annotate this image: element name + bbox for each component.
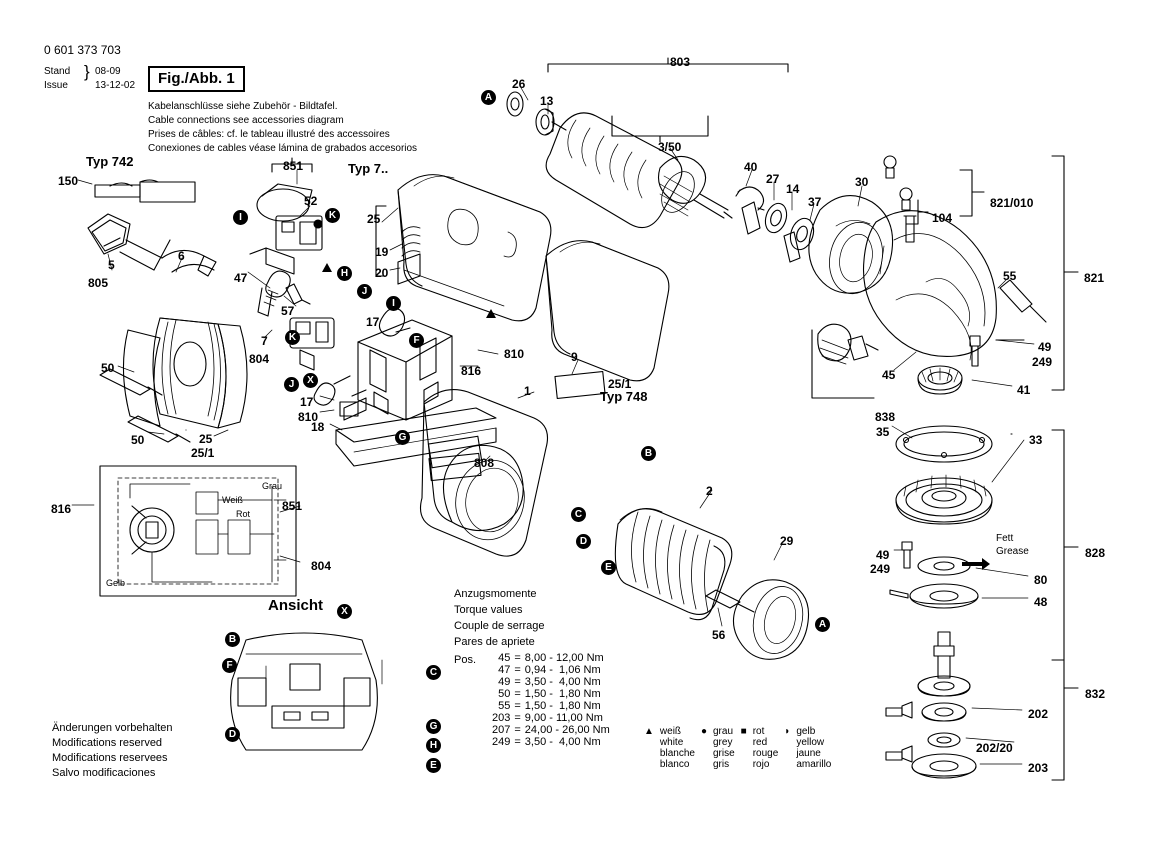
legend-de-3: gelb [796, 726, 816, 737]
assembly-marker-h: H [337, 266, 352, 281]
part-callout-14: 14 [786, 182, 800, 196]
wire-label-rot: Rot [236, 509, 251, 519]
part-callout-25: 25 [367, 212, 381, 226]
torque-pos: 50 [498, 688, 511, 700]
view-label-ansicht: Ansicht [268, 597, 324, 614]
wire-label-gelb: Gelb [106, 578, 126, 588]
part-callout-25-1: 25/1 [191, 446, 215, 460]
torque-eq: = [514, 676, 521, 688]
part-callout-104: 104 [932, 211, 953, 225]
type-label-748: Typ 748 [600, 389, 648, 404]
legend-fr-3: jaune [796, 748, 821, 759]
part-callout-832: 832 [1085, 687, 1106, 701]
part-number: 0 601 373 703 [44, 43, 121, 57]
legend-symbol-1: ● [700, 726, 707, 737]
assembly-marker-j: J [357, 284, 372, 299]
part-callout-838: 838 [875, 410, 896, 424]
legend-es-row [644, 759, 837, 770]
part-callout-47: 47 [234, 271, 248, 285]
part-callout-80: 80 [1034, 573, 1048, 587]
part-callout-821: 821 [1084, 271, 1105, 285]
table-row [490, 700, 612, 712]
issue-date: 13-12-02 [95, 80, 136, 91]
assembly-marker-j: J [284, 377, 299, 392]
part-callout-7: 7 [261, 334, 268, 348]
torque-value: 1,50 - 1,80 Nm [524, 700, 601, 712]
part-callout-27: 27 [766, 172, 780, 186]
part-callout-804: 804 [311, 559, 332, 573]
legend-en-row [644, 737, 837, 748]
footer-line-en: Modifications reserved [52, 737, 163, 749]
part-callout-37: 37 [808, 195, 822, 209]
assembly-marker-e: E [601, 560, 616, 575]
torque-value: 0,94 - 1,06 Nm [524, 664, 601, 676]
torque-eq: = [514, 736, 521, 748]
part-callout-1: 1 [524, 384, 531, 398]
part-callout-20: 20 [375, 266, 389, 280]
assembly-marker-d: D [576, 534, 591, 549]
part-callout-805: 805 [88, 276, 109, 290]
part-callout-40: 40 [744, 160, 758, 174]
part-callout-57: 57 [281, 304, 295, 318]
torque-eq: = [514, 700, 521, 712]
table-row [490, 676, 612, 688]
legend-es-1: gris [712, 759, 730, 770]
assembly-marker-f: F [409, 333, 424, 348]
color-legend [644, 726, 837, 770]
legend-es-0: blanco [659, 759, 690, 770]
part-callout-816: 816 [461, 364, 482, 378]
torque-value: 24,00 - 26,00 Nm [524, 724, 610, 736]
part-callout-203: 203 [1028, 761, 1049, 775]
part-callout-821-010: 821/010 [990, 196, 1034, 210]
assembly-marker-g: G [426, 719, 441, 734]
part-callout-56: 56 [712, 628, 726, 642]
part-callout-9: 9 [571, 350, 578, 364]
assembly-marker-c: C [571, 507, 586, 522]
note-fr: Prises de câbles: cf. le tableau illustré des accessoires [148, 129, 390, 140]
part-callout-816: 816 [51, 502, 72, 516]
torque-pos-label: Pos. [454, 654, 477, 666]
torque-title-en: Torque values [454, 604, 523, 616]
part-callout-851: 851 [283, 159, 304, 173]
legend-en-3: yellow [796, 737, 825, 748]
footer-line-fr: Modifications reservees [52, 752, 168, 764]
date-brace: } [84, 62, 90, 81]
part-callout-18: 18 [311, 420, 325, 434]
assembly-marker-f: F [222, 658, 237, 673]
legend-en-0: white [659, 737, 684, 748]
legend-de-2: rot [752, 726, 765, 737]
assembly-marker-a: A [815, 617, 830, 632]
part-callout-803: 803 [670, 55, 691, 69]
torque-pos: 47 [498, 664, 511, 676]
assembly-marker-b: B [641, 446, 656, 461]
part-callout-19: 19 [375, 245, 389, 259]
part-callout-810: 810 [504, 347, 525, 361]
footer-line-de: Änderungen vorbehalten [52, 722, 173, 734]
part-callout-52: 52 [304, 194, 318, 208]
note-en: Cable connections see accessories diagram [148, 115, 344, 126]
legend-es-2: rojo [752, 759, 770, 770]
table-row [490, 664, 612, 676]
assembly-marker-k: K [325, 208, 340, 223]
wire-label-grau: Grau [262, 481, 283, 491]
part-callout-810: 810 [298, 410, 319, 424]
torque-eq: = [514, 712, 521, 724]
grease-label-de: Fett [996, 533, 1014, 544]
part-callout-49: 49 [876, 548, 890, 562]
torque-pos: 45 [498, 652, 511, 664]
legend-en-2: red [752, 737, 768, 748]
assembly-marker-h: H [426, 738, 441, 753]
table-row [490, 688, 612, 700]
part-callout-13: 13 [540, 94, 554, 108]
assembly-marker-i: I [386, 296, 401, 311]
part-callout-851: 851 [282, 499, 303, 513]
table-row [490, 736, 612, 748]
stand-label: Stand [44, 66, 71, 77]
issue-label: Issue [44, 80, 68, 91]
legend-fr-0: blanche [659, 748, 695, 759]
legend-fr-2: rouge [752, 748, 779, 759]
legend-de-1: grau [712, 726, 733, 737]
legend-symbol-2: ■ [740, 726, 747, 737]
part-callout-29: 29 [780, 534, 794, 548]
part-callout-25: 25 [199, 432, 213, 446]
torque-value: 1,50 - 1,80 Nm [524, 688, 601, 700]
assembly-marker-c: C [426, 665, 441, 680]
legend-de-0: weiß [659, 726, 682, 737]
footer-line-es: Salvo modificaciones [52, 767, 156, 779]
torque-value: 9,00 - 11,00 Nm [524, 712, 603, 724]
part-callout-804: 804 [249, 352, 270, 366]
part-callout-55: 55 [1003, 269, 1017, 283]
part-callout-41: 41 [1017, 383, 1031, 397]
torque-pos: 203 [492, 712, 511, 724]
note-de: Kabelanschlüsse siehe Zubehör - Bildtafel. [148, 101, 338, 112]
assembly-marker-x: X [303, 373, 318, 388]
assembly-marker-g: G [395, 430, 410, 445]
part-callout-48: 48 [1034, 595, 1048, 609]
torque-eq: = [514, 688, 521, 700]
part-callout-26: 26 [512, 77, 526, 91]
part-callout-50: 50 [101, 361, 115, 375]
part-callout-5: 5 [108, 258, 115, 272]
torque-pos: 249 [492, 736, 511, 748]
assembly-marker-e: E [426, 758, 441, 773]
legend-es-3: amarillo [796, 759, 832, 770]
type-label-7: Typ 7.. [348, 161, 389, 176]
part-callout-30: 30 [855, 175, 869, 189]
type-label-742: Typ 742 [86, 154, 134, 169]
torque-title-es: Pares de apriete [454, 636, 535, 648]
torque-pos: 207 [492, 724, 511, 736]
legend-symbol-3: ◗ [784, 726, 791, 737]
torque-eq: = [514, 652, 521, 664]
torque-value: 3,50 - 4,00 Nm [524, 736, 601, 748]
torque-title-de: Anzugsmomente [454, 588, 537, 600]
table-row [490, 724, 612, 736]
part-callout-249: 249 [1032, 355, 1053, 369]
table-row [490, 712, 612, 724]
torque-eq: = [514, 664, 521, 676]
grease-label-en: Grease [996, 546, 1029, 557]
part-callout-202: 202 [1028, 707, 1049, 721]
part-callout-202-20: 202/20 [976, 741, 1013, 755]
assembly-marker-d: D [225, 727, 240, 742]
stand-date: 08-09 [95, 66, 121, 77]
part-callout-45: 45 [882, 368, 896, 382]
part-callout-3-50: 3/50 [658, 140, 682, 154]
part-callout-2: 2 [706, 484, 713, 498]
legend-fr-1: grise [712, 748, 735, 759]
assembly-marker-a: A [481, 90, 496, 105]
assembly-marker-k: K [285, 330, 300, 345]
note-es: Conexiones de cables véase lámina de grabados accesorios [148, 143, 418, 154]
figure-label: Fig./Abb. 1 [148, 66, 245, 92]
part-callout-49: 49 [1038, 340, 1052, 354]
assembly-marker-x: X [337, 604, 352, 619]
part-callout-808: 808 [474, 456, 495, 470]
assembly-marker-b: B [225, 632, 240, 647]
legend-symbol-0: ▲ [644, 726, 654, 737]
legend-symbol-row [644, 726, 837, 737]
torque-pos: 49 [498, 676, 511, 688]
legend-fr-row [644, 748, 837, 759]
torque-table [490, 652, 612, 748]
part-callout-150: 150 [58, 174, 79, 188]
part-callout-35: 35 [876, 425, 890, 439]
part-callout-249: 249 [870, 562, 891, 576]
assembly-marker-i: I [233, 210, 248, 225]
torque-eq: = [514, 724, 521, 736]
torque-value: 3,50 - 4,00 Nm [524, 676, 601, 688]
legend-en-1: grey [712, 737, 733, 748]
torque-pos: 55 [498, 700, 511, 712]
part-callout-17: 17 [300, 395, 314, 409]
torque-value: 8,00 - 12,00 Nm [524, 652, 604, 664]
part-callout-17: 17 [366, 315, 380, 329]
part-callout-25-1: 25/1 [608, 377, 632, 391]
part-callout-6: 6 [178, 249, 185, 263]
part-callout-33: 33 [1029, 433, 1043, 447]
table-row [490, 652, 612, 664]
torque-title-fr: Couple de serrage [454, 620, 545, 632]
part-callout-50: 50 [131, 433, 145, 447]
wire-label-weiss: Weiß [222, 495, 243, 505]
part-callout-828: 828 [1085, 546, 1106, 560]
